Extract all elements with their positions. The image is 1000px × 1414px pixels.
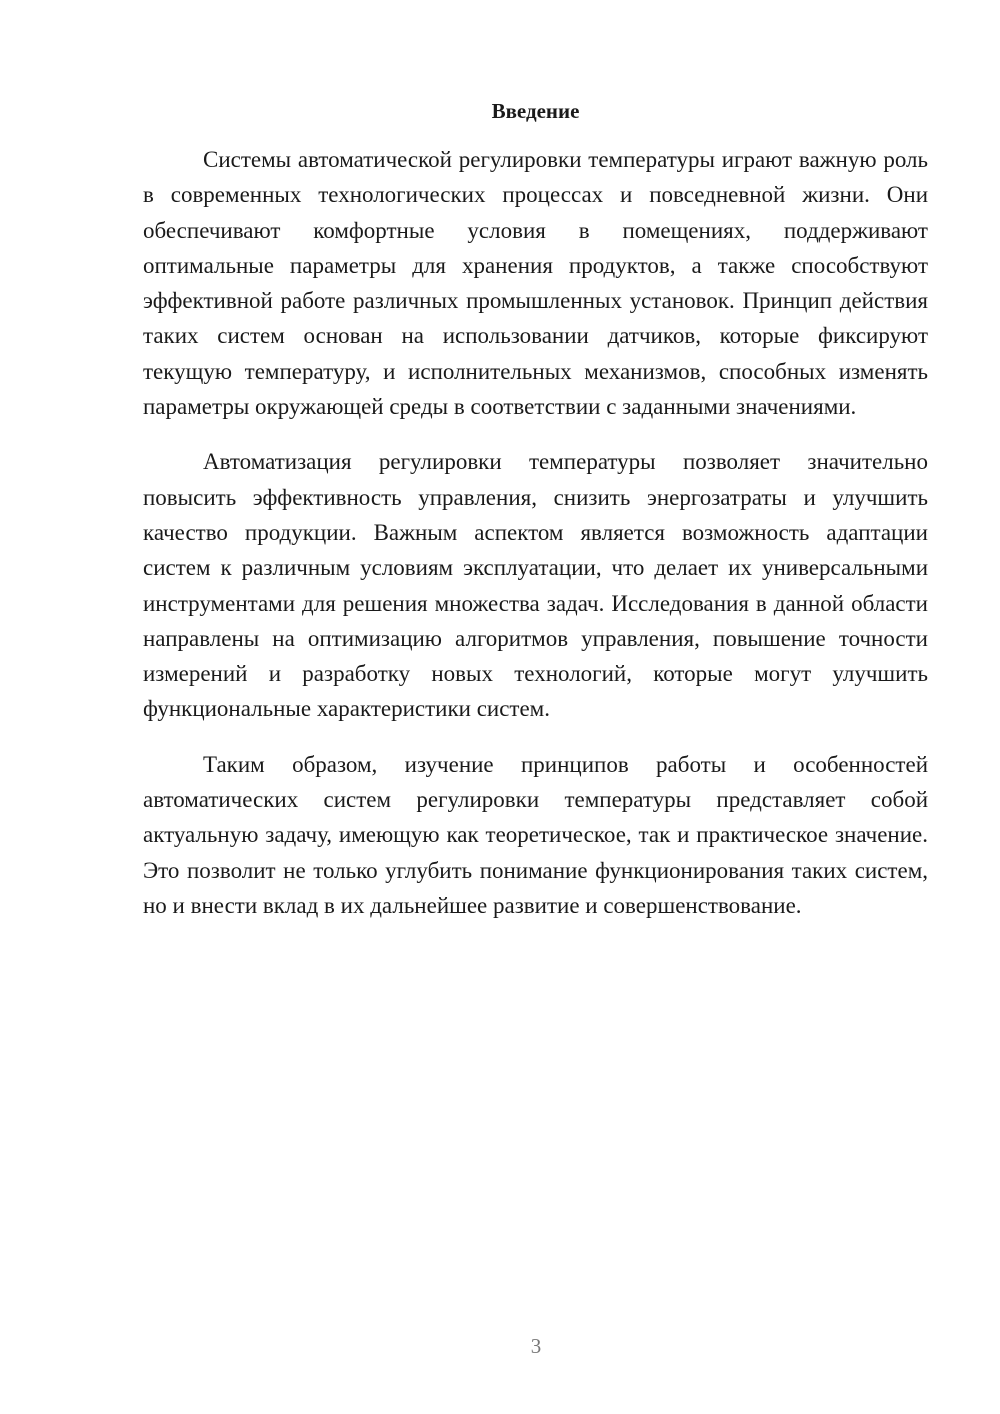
section-title: Введение — [491, 99, 580, 123]
page-number: 3 — [530, 1334, 542, 1358]
paragraph-1: Системы автоматической регулировки температуры играют важную роль в современных технологических процессах и повседневной жизни. Они обеспечивают комфортные условия в помещениях, поддерживают оптимальные параметры для хранения продуктов, а также способствуют эффективной работе различных промышленных установок. Принцип действия таких систем основан на использовании датчиков, которые фиксируют текущую температуру, и исполнительных механизмов, способных изменять параметры окружающей среды в соответствии с заданными значениями. — [143, 147, 928, 420]
paragraph-3: Таким образом, изучение принципов работы и особенностей автоматических систем регулировки температуры представляет собой актуальную задачу, имеющую как теоретическое, так и практическое значение. Это позволит не только углубить понимание функционирования таких систем, но и внести вклад в их дальнейшее развитие и совершенствование. — [143, 751, 928, 918]
document-body — [143, 96, 928, 943]
paragraph-2: Автоматизация регулировки температуры позволяет значительно повысить эффективность управления, снизить энергозатраты и улучшить качество продукции. Важным аспектом является возможность адаптации систем к различным условиям эксплуатации, что делает их универсальными инструментами для решения множества задач. Исследования в данной области направлены на оптимизацию алгоритмов управления, повышение точности измерений и разработку новых технологий, которые могут улучшить функциональные характеристики систем. — [143, 449, 928, 722]
